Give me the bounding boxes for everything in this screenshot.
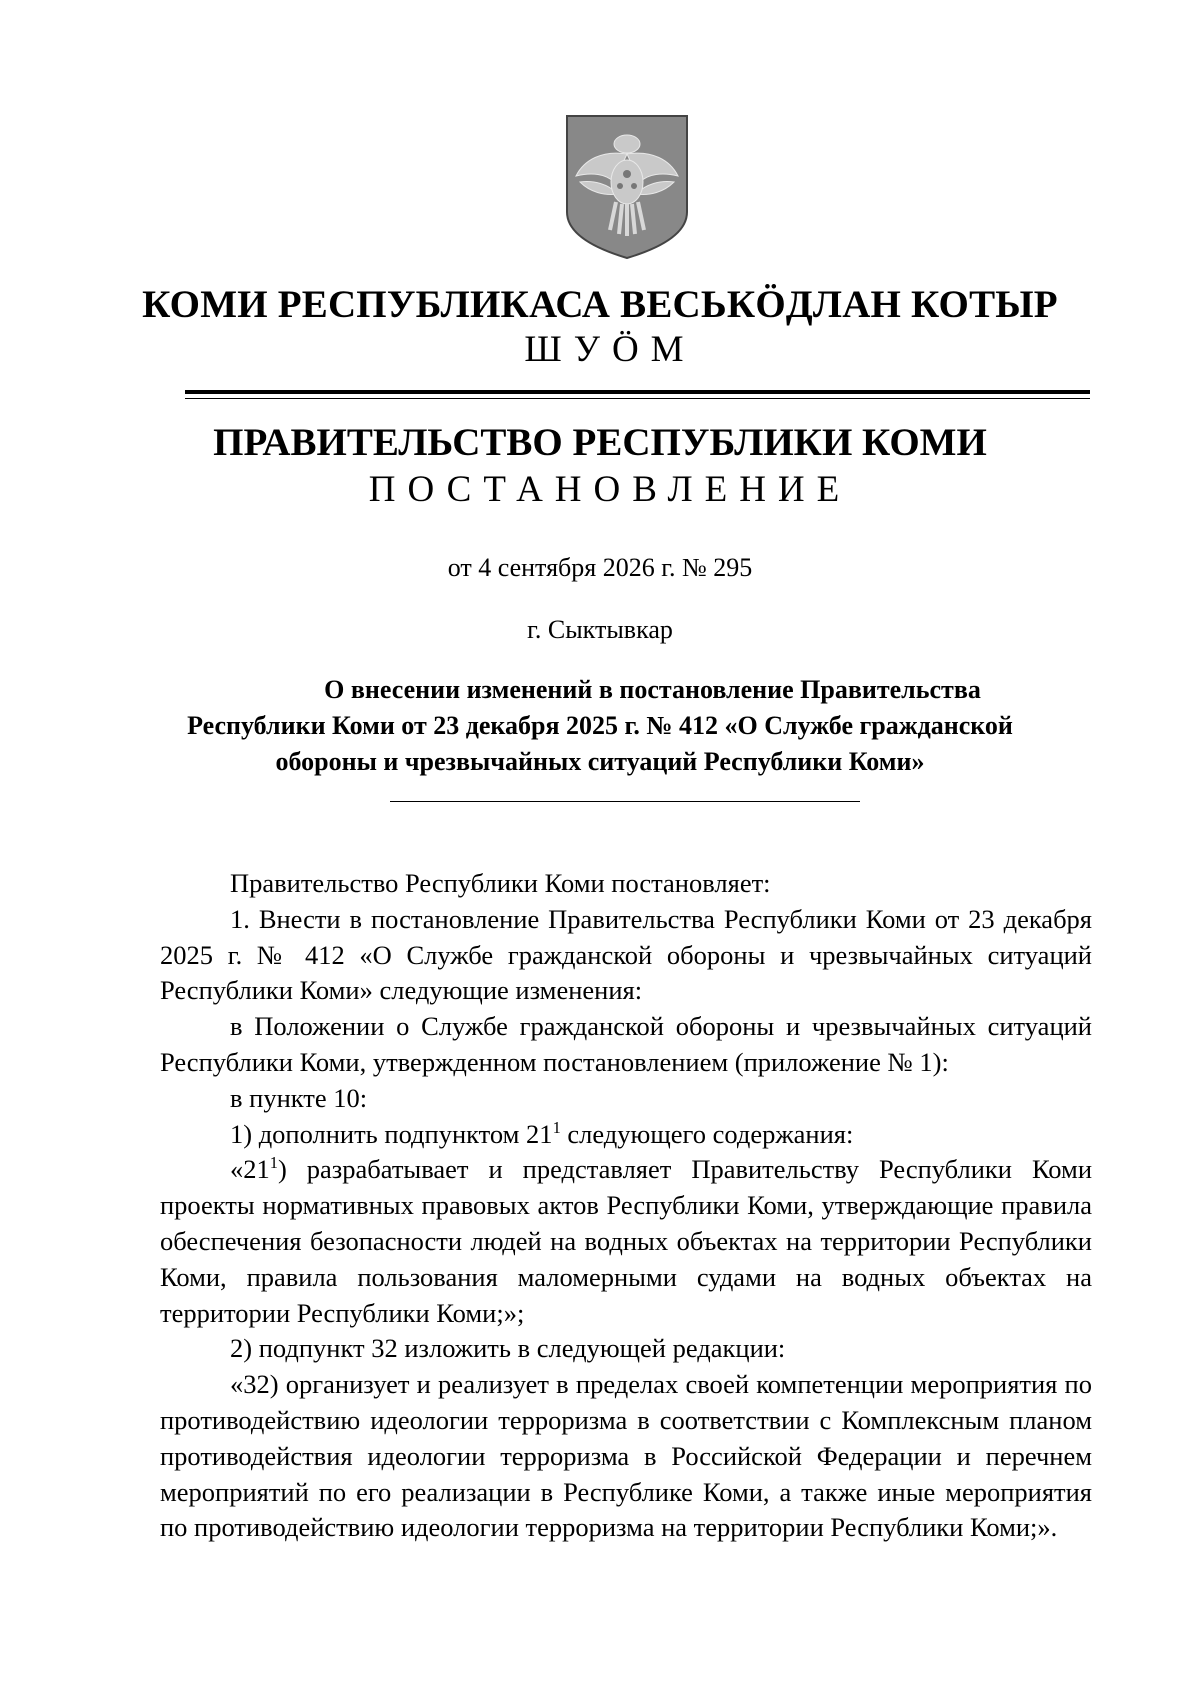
subject-underline — [390, 801, 860, 802]
subject-line-3: обороны и чрезвычайных ситуаций Республики Коми» — [275, 747, 925, 776]
quote-21-1-start: «21 — [230, 1154, 270, 1185]
subitem-1-paragraph — [160, 1117, 1092, 1153]
subject-line-2: Республики Коми от 23 декабря 2025 г. № 412 «О Службе гражданской — [187, 711, 1013, 740]
point-10-paragraph: в пункте 10: — [230, 1082, 368, 1113]
komi-government-title: КОМИ РЕСПУБЛИКАСА ВЕСЬКӦДЛАН КОТЫР — [142, 283, 1058, 326]
document-type: ПОСТАНОВЛЕНИЕ — [368, 469, 852, 510]
intro-paragraph: Правительство Республики Коми постановляет: — [230, 868, 771, 898]
superscript: 1 — [269, 1153, 278, 1173]
item-1-paragraph: 1. Внести в постановление Правительства Республики Коми от 23 декабря 2025 г. № 412 «О Службе гражданской обороны и чрезвычайных ситуаций Республики Коми» следующие изменения: — [160, 903, 1092, 1006]
komi-document-type: ШУӦМ — [524, 329, 696, 370]
subitem-1-text: 1) дополнить подпунктом 21 — [230, 1118, 553, 1149]
document-body — [160, 866, 1092, 1546]
komi-coat-of-arms-icon — [562, 112, 692, 262]
position-paragraph: в Положении о Службе гражданской обороны и чрезвычайных ситуаций Республики Коми, утвержденном постановлением (приложение № 1): — [160, 1011, 1092, 1077]
document-date-number: от 4 сентября 2026 г. № 295 — [447, 553, 753, 582]
document-subject — [0, 672, 1200, 780]
quote-21-1-paragraph — [160, 1152, 1092, 1331]
quote-21-1-text: ) разрабатывает и представляет Правительству Республики Коми проекты нормативных правовых актов Республики Коми, утверждающие правила обеспечения безопасности людей на водных объектах на территории Республики Коми, правила пользования маломерными судами на водных объектах на территории Республики Коми;»; — [160, 1154, 1092, 1328]
document-city: г. Сыктывкар — [527, 615, 673, 644]
header-divider-thick — [185, 390, 1090, 394]
header-divider-thin — [185, 398, 1090, 399]
superscript: 1 — [552, 1117, 561, 1137]
subitem-1-text-end: следующего содержания: — [560, 1118, 854, 1149]
government-title: ПРАВИТЕЛЬСТВО РЕСПУБЛИКИ КОМИ — [213, 421, 987, 464]
subitem-2-paragraph: 2) подпункт 32 изложить в следующей редакции: — [230, 1333, 786, 1364]
quote-32-paragraph: «32) организует и реализует в пределах своей компетенции мероприятия по противодействию идеологии терроризма в соответствии с Комплексным планом противодействия идеологии терроризма в Российской Федерации и перечнем мероприятий по его реализации в Республике Коми, а также иные мероприятия по противодействию идеологии терроризма на территории Республики Коми;». — [160, 1369, 1092, 1543]
subject-line-1: О внесении изменений в постановление Правительства — [324, 675, 981, 704]
